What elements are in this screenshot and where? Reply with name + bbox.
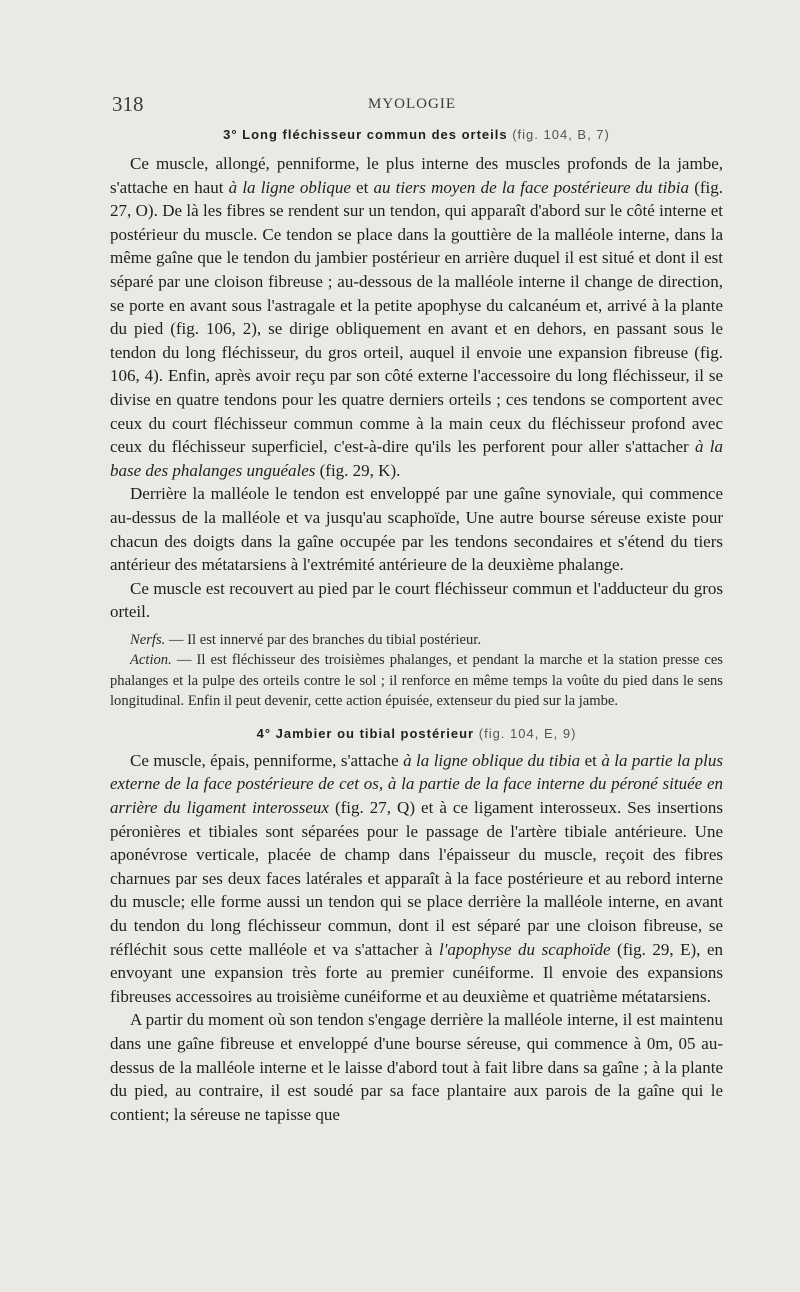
paragraph: A partir du moment où son tendon s'engage derrière la malléole interne, il est maintenu dans une gaîne fibreuse et enveloppé d'une bourse séreuse, qui commence à 0m, 05 au-dessus de la malléole interne et le laisse d'abord tout à fait libre dans sa gaîne ; à la plante du pied, au contraire, il est soudé par sa face plantaire aux parois de la gaîne qui le contient; la séreuse ne tapisse que — [110, 1010, 723, 1124]
note-label: Nerfs. — [130, 631, 166, 648]
italic-run: à la base des phalanges unguéales — [110, 437, 723, 480]
text-run: (fig. 27, Q) et à ce ligament interosseux. Ses insertions péronières et tibiales sont séparées pour le passage de l'artère tibiale antérieure. Une aponévrose verticale, placée de champ dans l'épaisseur du muscle, reçoit des fibres charnues par ses deux faces latérales et apparaît à la face postérieure et au rebord interne du muscle; elle forme aussi un tendon qui se place derrière la malléole interne, en avant du tendon du long fléchisseur commun, dont il est séparé par une cloison fibreuse, se réfléchit sous cette malléole et va s'attacher à — [110, 798, 723, 959]
text-run: Ce muscle, épais, penniforme, s'attache — [130, 750, 404, 770]
note-text: — Il est fléchisseur des troisièmes phalanges, et pendant la marche et la station presse ces phalanges et la pulpe des orteils contre le sol ; il renforce en même temps la voûte du pied dans le sens longitudinal. Enfin il peut devenir, cette action épuisée, extenseur du pied sur la jambe. — [110, 652, 723, 710]
page-number: 318 — [112, 92, 144, 116]
section-heading — [110, 726, 723, 741]
paragraph: Ce muscle est recouvert au pied par le court fléchisseur commun et l'adducteur du gros orteil. — [110, 578, 723, 622]
figure-reference: (fig. 104, E, 9) — [478, 725, 577, 741]
text-run: et — [580, 750, 602, 770]
section-title: 4° Jambier ou tibial postérieur — [256, 725, 475, 741]
section-title: 3° Long fléchisseur commun des orteils — [223, 127, 508, 142]
page-header — [112, 92, 712, 122]
italic-run: à la ligne oblique du tibia — [403, 750, 581, 770]
text-run: (fig. 27, O). De là les fibres se rendent sur un tendon, qui apparaît d'abord sur le côté interne et postérieur du muscle. Ce tendon se place dans la gouttière de la malléole interne, dans la même gaîne que le tendon du jambier postérieur en arrière duquel il est situé et dont il est séparé par une cloison fibreuse ; au-dessous de la malléole interne il change de direction, se porte en avant sous l'astragale et la petite apophyse du calcanéum et, arrivé à la plante du pied (fig. 106, 2), se dirige obliquement en avant et en dehors, en passant sous le tendon du long fléchisseur, du gros orteil, auquel il envoie une expansion fibreuse (fig. 106, 4). Enfin, après avoir reçu par son côté externe l'accessoire du long fléchisseur, il se divise en quatre tendons pour les quatre derniers orteils ; ces tendons se comportent avec ceux du court fléchisseur commun comme à la main ceux du fléchisseur profond avec ceux du fléchisseur superficiel, c'est-à-dire qu'ils les perforent pour aller s'attacher — [110, 177, 723, 457]
running-head: MYOLOGIE — [368, 96, 456, 112]
paragraph: Derrière la malléole le tendon est enveloppé par une gaîne synoviale, qui commence au-dessus de la malléole et va jusqu'au scaphoïde, Une autre bourse séreuse existe pour chacun des doigts dans la gaîne occupée par les tendons secondaires et s'étend du tiers antérieur des métatarsiens à l'extrémité antérieure de la deuxième phalange. — [110, 484, 723, 575]
note-label: Action. — [130, 652, 172, 669]
italic-run: à la partie la plus externe de la face postérieure de cet os, à la partie de la face interne du péroné située en arrière du ligament interosseux — [110, 750, 723, 818]
text-run: et — [350, 177, 374, 197]
section-heading — [110, 127, 723, 142]
nerves-note — [110, 630, 723, 651]
text-run: Ce muscle, allongé, penniforme, le plus interne des muscles profonds de la jambe, s'attache en haut — [110, 154, 723, 197]
text-run: (fig. 29, E), en envoyant une expansion très forte au premier cunéiforme. Il envoie des expansions fibreuses accessoires au troisième cunéiforme et au deuxième et quatrième métatarsiens. — [110, 939, 723, 1006]
paragraph — [110, 152, 723, 482]
action-note — [110, 650, 723, 712]
italic-run: au tiers moyen de la face postérieure du tibia — [373, 177, 690, 197]
page-content — [110, 127, 723, 1126]
italic-run: l'apophyse du scaphoïde — [438, 939, 611, 959]
italic-run: à la ligne oblique — [228, 177, 351, 197]
note-text: — Il est innervé par des branches du tibial postérieur. — [165, 631, 481, 648]
text-run: (fig. 29, K). — [315, 460, 401, 480]
figure-reference: (fig. 104, B, 7) — [512, 127, 610, 142]
paragraph — [110, 749, 723, 1009]
